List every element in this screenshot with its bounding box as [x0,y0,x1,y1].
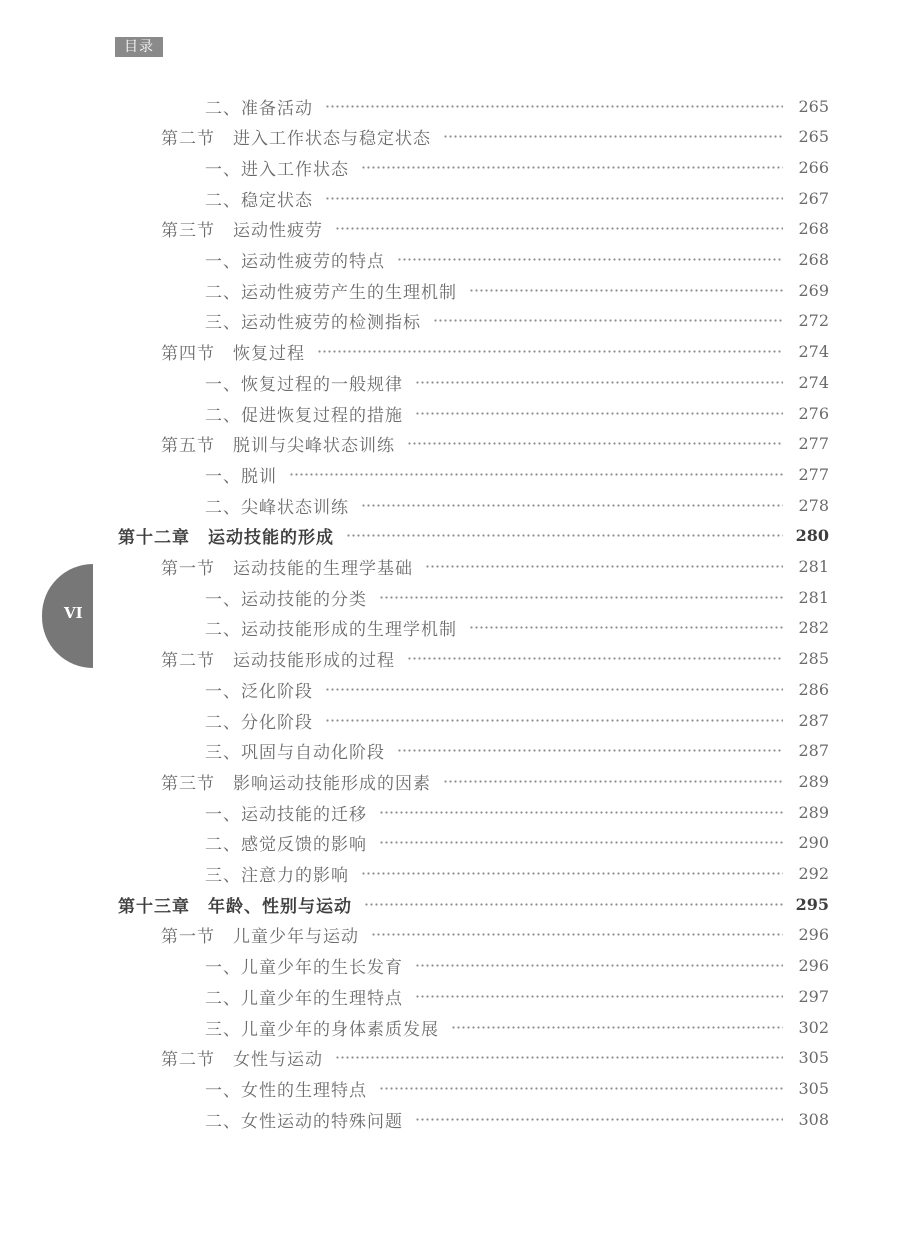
toc-entry-page: 297 [798,986,829,1006]
toc-entry-page: 286 [798,679,829,699]
toc-entry-title: 一、运动技能的迁移 [205,804,367,825]
toc-entry-page: 272 [798,311,829,331]
toc-entry-page: 296 [798,956,829,976]
toc-entry-title: 第二节 运动技能形成的过程 [161,651,395,672]
toc-entry-page: 274 [798,342,829,362]
toc-subsection-entry [205,275,829,305]
toc-entry-title: 第一节 儿童少年与运动 [161,927,359,948]
toc-dot-leader [407,442,783,445]
toc-dot-leader [335,227,783,230]
toc-dot-leader [379,1087,783,1090]
toc-subsection-entry [205,1012,829,1042]
toc-dot-leader [325,688,783,691]
toc-entry-title: 一、进入工作状态 [205,159,349,180]
toc-entry-title: 二、稳定状态 [205,190,313,211]
toc-dot-leader [415,964,783,967]
toc-entry-page: 265 [798,96,829,116]
toc-dot-leader [397,258,783,261]
toc-subsection-entry [205,367,829,397]
toc-entry-title: 第十二章 运动技能的形成 [118,528,334,549]
toc-dot-leader [469,289,783,292]
toc-entry-title: 三、运动性疲劳的检测指标 [205,313,421,334]
page-number-label: VI [64,604,83,622]
toc-subsection-entry [205,859,829,889]
toc-section-entry [161,552,829,582]
toc-entry-title: 第二节 女性与运动 [161,1050,323,1071]
toc-subsection-entry [205,459,829,489]
toc-entry-page: 277 [798,434,829,454]
toc-entry-title: 二、准备活动 [205,98,313,119]
toc-dot-leader [469,626,783,629]
toc-entry-page: 302 [798,1017,829,1037]
toc-chapter-entry [118,889,829,919]
toc-dot-leader [335,1056,783,1059]
toc-dot-leader [397,749,783,752]
toc-entry-page: 281 [798,587,829,607]
toc-entry-page: 265 [798,127,829,147]
toc-dot-leader [325,197,783,200]
toc-dot-leader [415,412,783,415]
toc-entry-page: 295 [795,894,829,914]
toc-entry-title: 三、注意力的影响 [205,866,349,886]
toc-entry-title: 二、女性运动的特殊问题 [205,1111,403,1132]
toc-entry-title: 第五节 脱训与尖峰状态训练 [161,436,395,457]
toc-subsection-entry [205,951,829,981]
toc-entry-page: 267 [798,188,829,208]
toc-entry-page: 268 [798,219,829,239]
toc-subsection-entry [205,183,829,213]
toc-entry-page: 289 [798,802,829,822]
toc-dot-leader [361,872,783,875]
toc-entry-page: 278 [798,495,829,515]
toc-dot-leader [433,319,783,322]
toc-entry-title: 一、女性的生理特点 [205,1080,367,1101]
toc-entry-title: 第三节 影响运动技能形成的因素 [161,773,431,794]
toc-section-entry [161,122,829,152]
toc-entry-title: 二、运动技能形成的生理学机制 [205,620,457,641]
toc-dot-leader [379,596,783,599]
toc-dot-leader [415,995,783,998]
toc-dot-leader [289,473,783,476]
toc-subsection-entry [205,245,829,275]
toc-entry-title: 二、感觉反馈的影响 [205,835,367,856]
toc-entry-page: 296 [798,925,829,945]
toc-entry-title: 二、促进恢复过程的措施 [205,405,403,426]
toc-subsection-entry [205,91,829,121]
toc-entry-page: 277 [798,464,829,484]
toc-subsection-entry [205,705,829,735]
toc-dot-leader [415,381,783,384]
toc-section-entry [161,429,829,459]
toc-subsection-entry [205,1073,829,1103]
toc-subsection-entry [205,306,829,336]
toc-entry-page: 276 [798,403,829,423]
toc-entry-page: 287 [798,741,829,761]
toc-entry-title: 一、运动性疲劳的特点 [205,252,385,272]
toc-entry-title: 第十三章 年龄、性别与运动 [118,896,352,917]
toc-entry-title: 二、运动性疲劳产生的生理机制 [205,282,457,303]
toc-entry-title: 二、儿童少年的生理特点 [205,988,403,1009]
toc-dot-leader [379,811,783,814]
toc-entry-title: 第四节 恢复过程 [161,344,305,365]
toc-dot-leader [379,841,783,844]
toc-section-entry [161,337,829,367]
toc-entry-page: 280 [795,526,829,546]
toc-subsection-entry [205,674,829,704]
toc-dot-leader [317,350,783,353]
page-number-tab [42,564,93,668]
toc-entry-page: 274 [798,372,829,392]
toc-subsection-entry [205,613,829,643]
toc-dot-leader [361,166,783,169]
section-header-tab: 目录 [115,37,163,57]
toc-entry-page: 268 [798,250,829,269]
toc-entry-page: 282 [798,618,829,638]
toc-entry-page: 281 [798,557,829,576]
toc-dot-leader [443,135,783,138]
toc-entry-title: 一、儿童少年的生长发育 [205,958,403,979]
toc-section-entry [161,1043,829,1073]
toc-subsection-entry [205,398,829,428]
toc-entry-title: 一、脱训 [205,466,277,487]
toc-entry-page: 290 [798,833,829,853]
toc-entry-title: 第二节 进入工作状态与稳定状态 [161,129,431,150]
toc-subsection-entry [205,152,829,182]
toc-entry-title: 三、巩固与自动化阶段 [205,743,385,764]
toc-section-entry [161,920,829,950]
toc-subsection-entry [205,1104,829,1134]
toc-dot-leader [325,719,783,722]
toc-dot-leader [451,1026,783,1029]
toc-entry-title: 二、分化阶段 [205,712,313,733]
toc-dot-leader [425,565,783,568]
toc-subsection-entry [205,736,829,766]
toc-entry-title: 一、恢复过程的一般规律 [205,374,403,395]
toc-chapter-entry [118,521,829,551]
toc-entry-page: 285 [798,649,829,669]
toc-entry-title: 第三节 运动性疲劳 [161,221,323,242]
toc-dot-leader [415,1118,783,1121]
toc-entry-page: 308 [798,1109,829,1129]
toc-dot-leader [361,504,783,507]
toc-dot-leader [443,780,783,783]
toc-entry-title: 三、儿童少年的身体素质发展 [205,1019,439,1040]
toc-dot-leader [407,657,783,660]
toc-entry-page: 305 [798,1078,829,1098]
toc-entry-page: 289 [798,771,829,791]
toc-entry-page: 269 [798,280,829,300]
toc-section-entry [161,644,829,674]
toc-entry-title: 二、尖峰状态训练 [205,497,349,518]
toc-subsection-entry [205,582,829,612]
toc-entry-title: 一、运动技能的分类 [205,589,367,610]
toc-subsection-entry [205,828,829,858]
toc-entry-title: 一、泛化阶段 [205,681,313,702]
toc-section-entry [161,214,829,244]
toc-section-entry [161,766,829,796]
toc-dot-leader [371,933,783,936]
toc-dot-leader [325,105,783,108]
toc-subsection-entry [205,797,829,827]
toc-subsection-entry [205,981,829,1011]
toc-dot-leader [346,534,783,537]
toc-entry-page: 292 [798,864,829,883]
toc-dot-leader [364,903,783,906]
toc-entry-page: 305 [798,1048,829,1068]
toc-subsection-entry [205,490,829,520]
toc-entry-page: 266 [798,157,829,177]
toc-entry-title: 第一节 运动技能的生理学基础 [161,559,413,579]
toc-entry-page: 287 [798,710,829,730]
